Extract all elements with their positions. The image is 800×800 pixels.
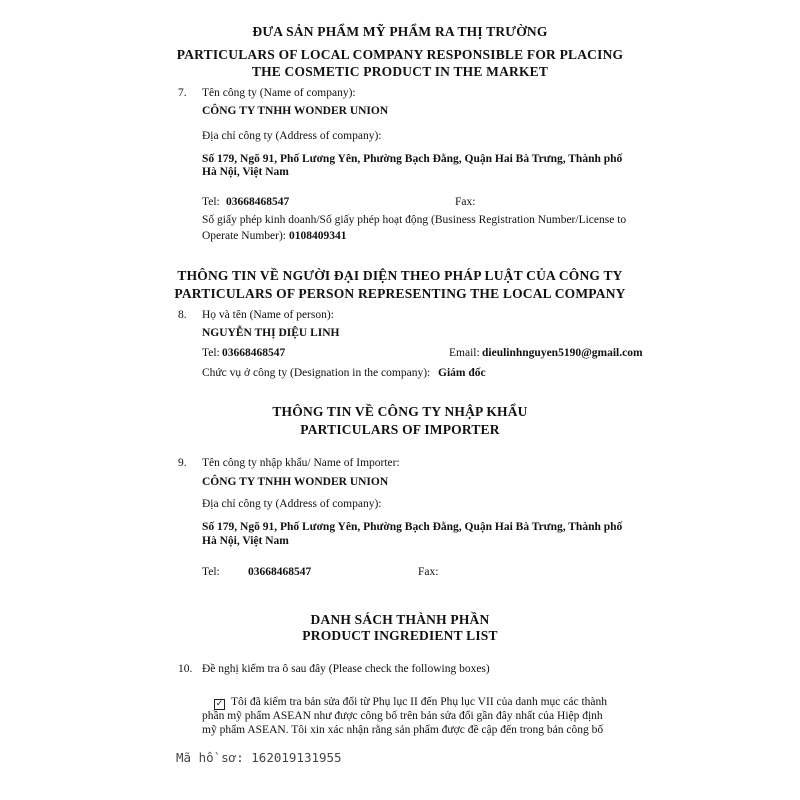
section9-number: 9. <box>178 457 187 469</box>
company-name: CÔNG TY TNHH WONDER UNION <box>202 105 389 117</box>
tel-value: 03668468547 <box>226 196 290 208</box>
importer-tel-label: Tel: <box>202 566 220 578</box>
email-value: dieulinhnguyen5190@gmail.com <box>482 347 643 359</box>
license-label-line2: Operate Number): <box>202 230 286 242</box>
importer-header-en: PARTICULARS OF IMPORTER <box>300 422 500 437</box>
license-label-line1: Số giấy phép kinh doanh/Số giấy phép hoạt động (Business Registration Number/License to <box>202 214 627 226</box>
importer-label: Tên công ty nhập khẩu/ Name of Importer: <box>202 457 400 469</box>
record-label: Mã hồ sơ: <box>176 750 244 765</box>
address-line2: Hà Nội, Việt Nam <box>202 166 289 178</box>
company-name-label: Tên công ty (Name of company): <box>202 87 356 99</box>
importer-name: CÔNG TY TNHH WONDER UNION <box>202 476 389 488</box>
representative-header-en: PARTICULARS OF PERSON REPRESENTING THE LOCAL COMPANY <box>174 286 626 301</box>
person-tel-value: 03668468547 <box>222 347 286 359</box>
position-label: Chức vụ ở công ty (Designation in the company): <box>202 367 431 379</box>
section10-number: 10. <box>178 663 193 675</box>
person-name-label: Họ và tên (Name of person): <box>202 309 334 321</box>
ingredient-header-en: PRODUCT INGREDIENT LIST <box>302 628 498 643</box>
importer-tel-value: 03668468547 <box>248 566 312 578</box>
declaration-line2: phần mỹ phẩm ASEAN như được công bố trên bản sửa đổi gần đây nhất của Hiệp định <box>202 710 603 722</box>
importer-address-line2: Hà Nội, Việt Nam <box>202 535 289 547</box>
importer-header-vn: THÔNG TIN VỀ CÔNG TY NHẬP KHẨU <box>272 404 528 419</box>
section7-number: 7. <box>178 87 187 99</box>
importer-address-line1: Số 179, Ngõ 91, Phố Lương Yên, Phường Bạch Đằng, Quận Hai Bà Trưng, Thành phố <box>202 521 623 533</box>
declaration-line3: mỹ phẩm ASEAN. Tôi xin xác nhận rằng sản phẩm được đề cập đến trong bản công bố <box>202 724 604 736</box>
section8-number: 8. <box>178 309 187 321</box>
record-number-footer <box>176 750 342 765</box>
person-tel-label: Tel: <box>202 347 220 359</box>
person-name: NGUYỄN THỊ DIỆU LINH <box>202 327 340 339</box>
check-instruction: Đề nghị kiểm tra ô sau đây (Please check the following boxes) <box>202 663 490 675</box>
position-value: Giám đốc <box>438 367 486 379</box>
declaration-line1 <box>214 696 607 710</box>
header-en-line1: PARTICULARS OF LOCAL COMPANY RESPONSIBLE FOR PLACING <box>176 47 624 62</box>
address-label: Địa chỉ công ty (Address of company): <box>202 130 382 142</box>
checkbox-checked[interactable]: ✓ <box>215 699 224 709</box>
record-number: 162019131955 <box>251 750 342 765</box>
ingredient-header-vn: DANH SÁCH THÀNH PHẦN <box>310 612 490 627</box>
license-number: 0108409341 <box>289 230 347 242</box>
importer-address-label: Địa chỉ công ty (Address of company): <box>202 498 382 510</box>
address-line1: Số 179, Ngõ 91, Phố Lương Yên, Phường Bạch Đằng, Quận Hai Bà Trưng, Thành phố <box>202 153 623 165</box>
header-vn: ĐƯA SẢN PHẨM MỸ PHẨM RA THỊ TRƯỜNG <box>252 24 548 39</box>
email-label: Email: <box>449 347 480 359</box>
declaration-line1-text: Tôi đã kiểm tra bản sửa đổi từ Phụ lục II đến Phụ lục VII của danh mục các thành <box>231 696 607 708</box>
tel-label: Tel: <box>202 196 220 208</box>
header-en-line2: THE COSMETIC PRODUCT IN THE MARKET <box>251 64 549 79</box>
representative-header-vn: THÔNG TIN VỀ NGƯỜI ĐẠI DIỆN THEO PHÁP LUẬT CỦA CÔNG TY <box>177 268 623 283</box>
fax-label: Fax: <box>455 196 476 208</box>
importer-fax-label: Fax: <box>418 566 439 578</box>
